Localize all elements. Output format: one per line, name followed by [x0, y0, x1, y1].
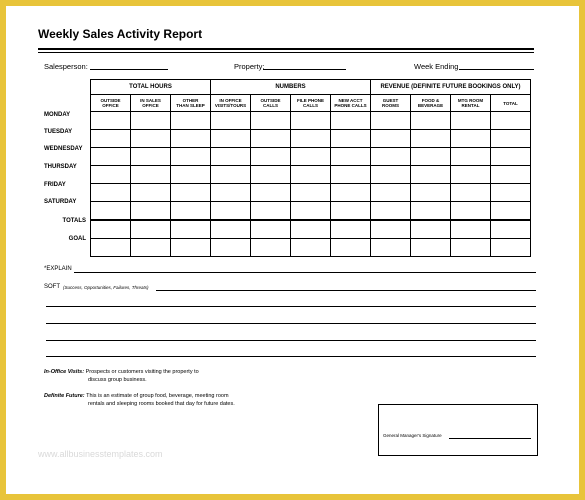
table-cell[interactable] — [451, 130, 491, 148]
column-header-line: CALLS — [303, 103, 318, 108]
table-cell[interactable] — [251, 148, 291, 166]
column-header — [371, 95, 411, 112]
table-cell[interactable] — [291, 130, 331, 148]
signature-box — [378, 404, 538, 456]
definition-term: In-Office Visits: — [44, 369, 85, 375]
table-cell[interactable] — [171, 130, 211, 148]
table-cell[interactable] — [171, 239, 211, 257]
table-cell[interactable] — [371, 112, 411, 130]
table-row-wednesday — [91, 148, 531, 166]
column-header — [331, 95, 371, 112]
table-cell[interactable] — [91, 112, 131, 130]
definition-term: Definite Future: — [44, 393, 85, 399]
table-cell[interactable] — [291, 202, 331, 221]
column-header — [411, 95, 451, 112]
table-cell[interactable] — [451, 220, 491, 239]
soft-hint: (Success, Opportunities, Failures, Threats) — [63, 285, 149, 290]
table-cell[interactable] — [411, 148, 451, 166]
definition-text: This is an estimate of group food, beverage, meeting room — [86, 393, 229, 399]
table-cell[interactable] — [371, 239, 411, 257]
table-cell[interactable] — [331, 202, 371, 221]
column-header — [251, 95, 291, 112]
column-header-line: OFFICE — [142, 103, 159, 108]
column-header — [291, 95, 331, 112]
table-cell[interactable] — [211, 130, 251, 148]
title-rule-thick — [38, 48, 534, 50]
definition-text: discuss group business. — [88, 377, 147, 383]
table-cell[interactable] — [211, 148, 251, 166]
table-cell[interactable] — [411, 166, 451, 184]
table-cell[interactable] — [331, 184, 371, 202]
table-cell[interactable] — [131, 202, 171, 221]
table-cell[interactable] — [411, 130, 451, 148]
table-cell[interactable] — [171, 202, 211, 221]
column-header — [131, 95, 171, 112]
day-label-monday: MONDAY — [44, 112, 71, 118]
table-cell[interactable] — [211, 184, 251, 202]
explain-line[interactable] — [74, 272, 536, 273]
column-header-line: OUTSIDE — [260, 98, 281, 103]
table-cell[interactable] — [91, 220, 131, 239]
blank-line[interactable] — [46, 323, 536, 324]
definition-text: rentals and sleeping rooms booked that day for future dates. — [88, 401, 235, 407]
column-header — [91, 95, 131, 112]
table-cell[interactable] — [91, 148, 131, 166]
table-cell[interactable] — [91, 184, 131, 202]
table-cell[interactable] — [451, 202, 491, 221]
group-header-numbers: NUMBERS — [211, 80, 371, 95]
table-cell[interactable] — [131, 239, 171, 257]
table-cell[interactable] — [291, 112, 331, 130]
table-row-friday — [91, 184, 531, 202]
table-cell[interactable] — [211, 220, 251, 239]
day-label-tuesday: TUESDAY — [44, 129, 73, 135]
salesperson-field[interactable] — [90, 69, 168, 70]
table-cell[interactable] — [91, 239, 131, 257]
table-cell[interactable] — [91, 130, 131, 148]
table-cell[interactable] — [451, 112, 491, 130]
table-cell[interactable] — [291, 239, 331, 257]
table-cell[interactable] — [451, 166, 491, 184]
table-cell[interactable] — [211, 239, 251, 257]
table-cell[interactable] — [411, 239, 451, 257]
property-label: Property: — [234, 62, 265, 71]
table-cell[interactable] — [171, 184, 211, 202]
table-cell[interactable] — [371, 166, 411, 184]
table-cell[interactable] — [491, 112, 531, 130]
column-header — [491, 95, 531, 112]
table-cell[interactable] — [91, 202, 131, 221]
column-header-line: VISITS/TOURS — [214, 103, 247, 108]
table-cell[interactable] — [291, 184, 331, 202]
table-cell[interactable] — [371, 184, 411, 202]
table-cell[interactable] — [211, 166, 251, 184]
table-cell[interactable] — [411, 220, 451, 239]
explain-label: *EXPLAIN — [44, 266, 72, 272]
report-title: Weekly Sales Activity Report — [38, 27, 203, 41]
column-header-line: FOOD & — [421, 98, 440, 103]
column-header-line: MTG ROOM — [457, 98, 484, 103]
property-field[interactable] — [263, 69, 346, 70]
table-cell[interactable] — [371, 130, 411, 148]
column-header — [171, 95, 211, 112]
definition-definite-future — [44, 392, 235, 408]
day-label-saturday: SATURDAY — [44, 199, 77, 205]
table-row-tuesday — [91, 130, 531, 148]
table-row-thursday — [91, 166, 531, 184]
week-ending-field[interactable] — [459, 69, 534, 70]
watermark: www.allbusinesstemplates.com — [38, 449, 163, 459]
column-header-line: OUTSIDE — [100, 98, 121, 103]
table-cell[interactable] — [331, 112, 371, 130]
column-header-line: BEVERAGE — [417, 103, 444, 108]
table-cell[interactable] — [131, 130, 171, 148]
column-header-line: OFFICE — [102, 103, 119, 108]
day-label-thursday: THURSDAY — [44, 164, 77, 170]
table-cell[interactable] — [371, 148, 411, 166]
column-header-line: OTHER — [182, 98, 199, 103]
column-header-line: NEW ACCT — [338, 98, 363, 103]
column-header-line: ROOMS — [381, 103, 399, 108]
blank-line[interactable] — [46, 356, 536, 357]
group-header-hours: TOTAL HOURS — [91, 80, 211, 95]
column-header-line: IN SALES — [140, 98, 161, 103]
day-label-wednesday: WEDNESDAY — [44, 146, 83, 152]
column-header-line: TOTAL — [503, 100, 518, 106]
title-rule-thin — [38, 52, 534, 53]
column-header-line: CALLS — [263, 103, 278, 108]
table-cell[interactable] — [131, 112, 171, 130]
table-cell[interactable] — [451, 239, 491, 257]
table-cell[interactable] — [331, 220, 371, 239]
table-cell[interactable] — [411, 184, 451, 202]
table-cell[interactable] — [171, 220, 211, 239]
table-cell[interactable] — [371, 220, 411, 239]
table-cell[interactable] — [331, 166, 371, 184]
table-cell[interactable] — [211, 112, 251, 130]
table-cell[interactable] — [131, 184, 171, 202]
table-cell[interactable] — [491, 220, 531, 239]
soft-line[interactable] — [156, 290, 536, 291]
signature-label: General Manager's Signature — [383, 433, 442, 438]
table-cell[interactable] — [291, 220, 331, 239]
table-cell[interactable] — [451, 184, 491, 202]
salesperson-label: Salesperson: — [44, 62, 88, 71]
table-row-monday — [91, 112, 531, 130]
table-cell[interactable] — [251, 239, 291, 257]
column-header-line: THAN SLEEP — [176, 103, 205, 108]
table-row-totals — [91, 220, 531, 239]
blank-line[interactable] — [46, 340, 536, 341]
blank-line[interactable] — [46, 306, 536, 307]
column-header-line: FILE PHONE — [296, 98, 324, 103]
group-header-revenue: REVENUE (DEFINITE FUTURE BOOKINGS ONLY) — [371, 80, 531, 95]
table-cell[interactable] — [331, 130, 371, 148]
soft-label: SOFT — [44, 284, 60, 290]
table-cell[interactable] — [131, 220, 171, 239]
column-header — [211, 95, 251, 112]
table-cell[interactable] — [251, 130, 291, 148]
column-header-line: IN OFFICE — [219, 98, 242, 103]
table-cell[interactable] — [451, 148, 491, 166]
table-cell[interactable] — [491, 148, 531, 166]
table-row-saturday — [91, 202, 531, 221]
table-cell[interactable] — [131, 166, 171, 184]
table-cell[interactable] — [171, 166, 211, 184]
table-row-goal — [91, 239, 531, 257]
table-cell[interactable] — [251, 112, 291, 130]
definition-in-office — [44, 368, 199, 384]
activity-table — [90, 79, 531, 257]
table-cell[interactable] — [491, 166, 531, 184]
table-cell[interactable] — [331, 239, 371, 257]
table-cell[interactable] — [411, 112, 451, 130]
table-cell[interactable] — [91, 166, 131, 184]
week-ending-label: Week Ending — [414, 62, 459, 71]
table-cell[interactable] — [251, 166, 291, 184]
column-header-line: RENTAL — [461, 103, 480, 108]
row-label-totals: TOTALS — [62, 218, 86, 224]
table-cell[interactable] — [171, 148, 211, 166]
table-cell[interactable] — [371, 202, 411, 221]
table-cell[interactable] — [331, 148, 371, 166]
table-cell[interactable] — [131, 148, 171, 166]
definition-text: Prospects or customers visiting the property to — [85, 369, 199, 375]
table-cell[interactable] — [491, 130, 531, 148]
day-label-friday: FRIDAY — [44, 182, 66, 188]
table-cell[interactable] — [171, 112, 211, 130]
table-cell[interactable] — [491, 184, 531, 202]
column-header-line: PHONE CALLS — [334, 103, 367, 108]
row-label-goal: GOAL — [68, 236, 86, 242]
table-cell[interactable] — [211, 202, 251, 221]
signature-line[interactable] — [449, 438, 531, 439]
table-cell[interactable] — [291, 148, 331, 166]
column-header — [451, 95, 491, 112]
table-cell[interactable] — [491, 202, 531, 221]
table-cell[interactable] — [251, 220, 291, 239]
table-cell[interactable] — [491, 239, 531, 257]
table-cell[interactable] — [411, 202, 451, 221]
table-cell[interactable] — [291, 166, 331, 184]
column-header-line: GUEST — [382, 98, 399, 103]
table-cell[interactable] — [251, 202, 291, 221]
table-cell[interactable] — [251, 184, 291, 202]
